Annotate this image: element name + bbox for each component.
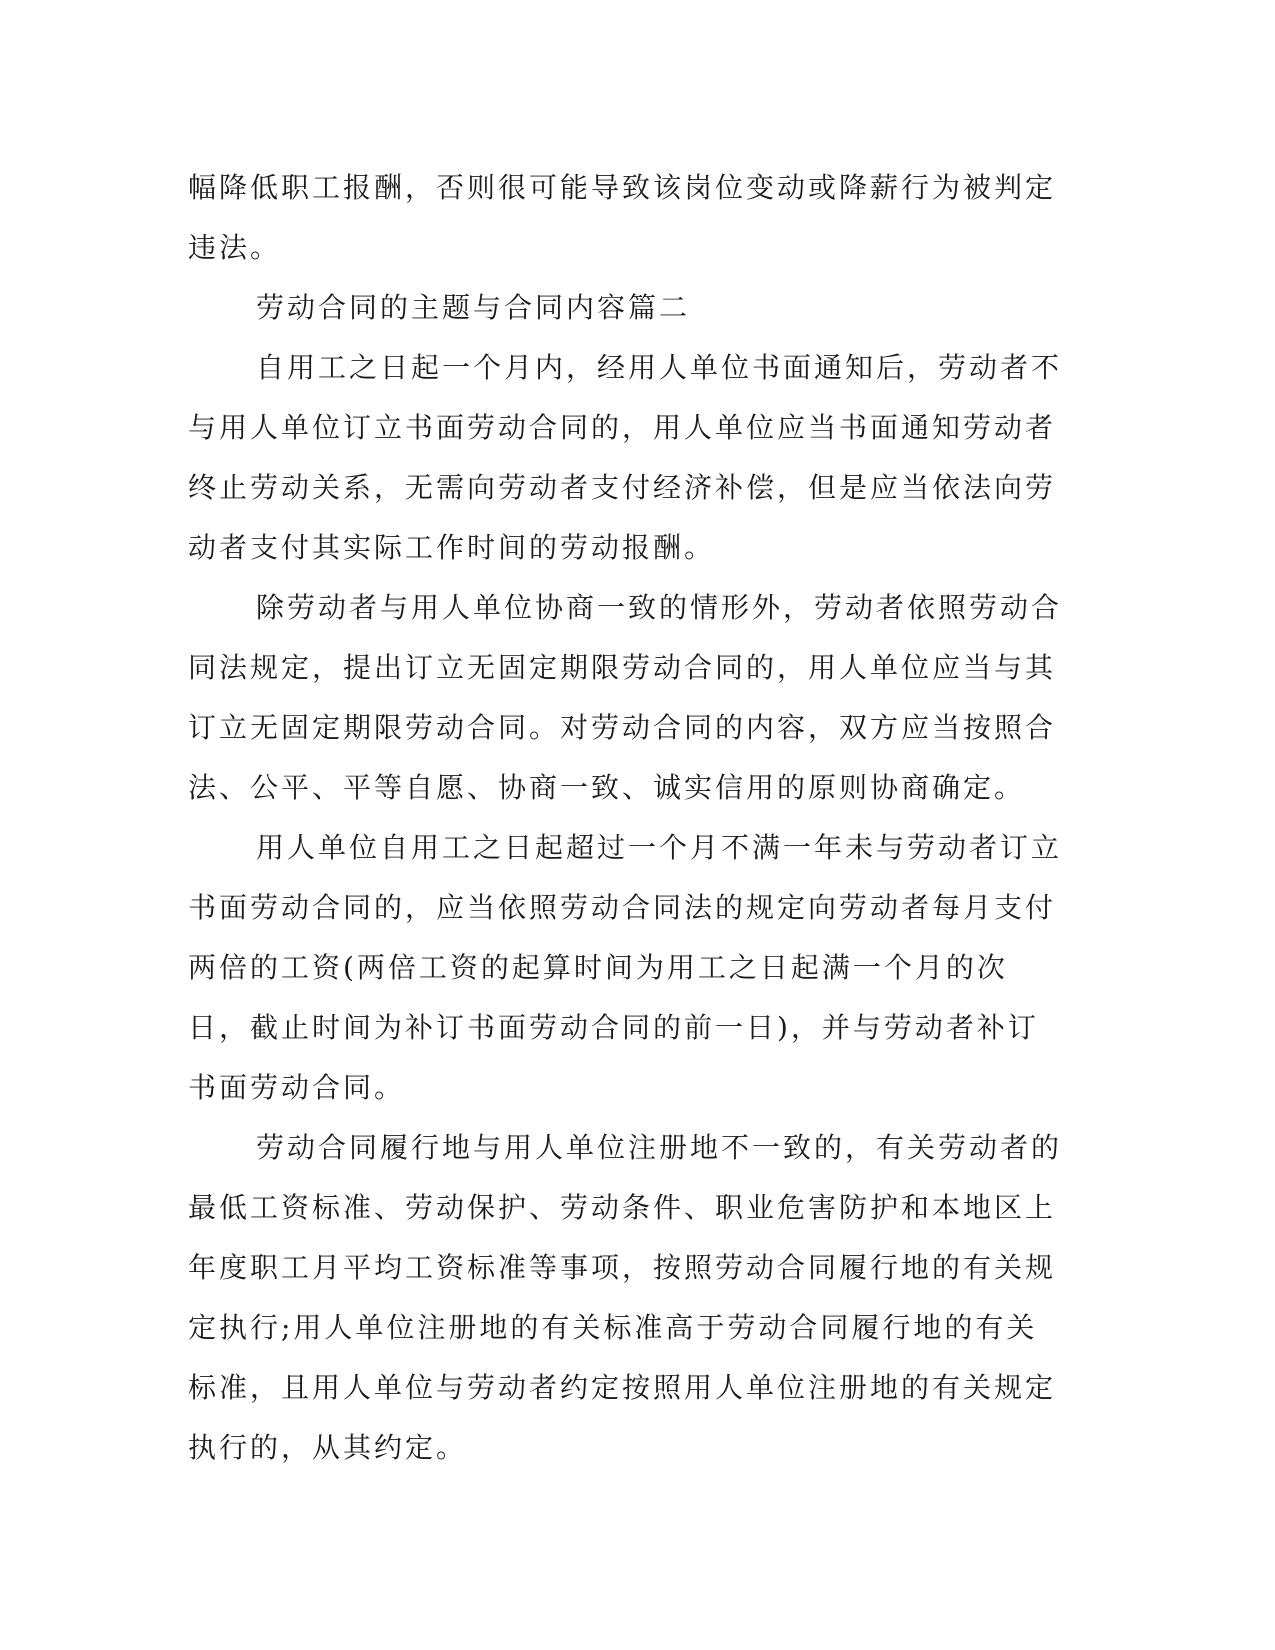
paragraph: 自用工之日起一个月内，经用人单位书面通知后，劳动者不与用人单位订立书面劳动合同的，用人单位应当书面通知劳动者终止劳动关系，无需向劳动者支付经济补偿，但是应当依法向劳动者支付其实际工作时间的劳动报酬。 <box>188 351 1063 564</box>
paragraph: 除劳动者与用人单位协商一致的情形外，劳动者依照劳动合同法规定，提出订立无固定期限劳动合同的，用人单位应当与其订立无固定期限劳动合同。对劳动合同的内容，双方应当按照合法、公平、平等自愿、协商一致、诚实信用的原则协商确定。 <box>188 591 1063 804</box>
paragraph: 用人单位自用工之日起超过一个月不满一年未与劳动者订立书面劳动合同的，应当依照劳动合同法的规定向劳动者每月支付两倍的工资(两倍工资的起算时间为用工之日起满一个月的次日，截止时间为补订书面劳动合同的前一日)，并与劳动者补订书面劳动合同。 <box>188 831 1063 1104</box>
paragraph-continuation: 幅降低职工报酬，否则很可能导致该岗位变动或降薪行为被判定违法。 <box>188 171 1057 264</box>
document-body <box>188 158 1068 1478</box>
paragraph: 劳动合同履行地与用人单位注册地不一致的，有关劳动者的最低工资标准、劳动保护、劳动条件、职业危害防护和本地区上年度职工月平均工资标准等事项，按照劳动合同履行地的有关规定执行;用人单位注册地的有关标准高于劳动合同履行地的有关标准，且用人单位与劳动者约定按照用人单位注册地的有关规定执行的，从其约定。 <box>188 1131 1063 1464</box>
section-heading: 劳动合同的主题与合同内容篇二 <box>256 291 691 324</box>
